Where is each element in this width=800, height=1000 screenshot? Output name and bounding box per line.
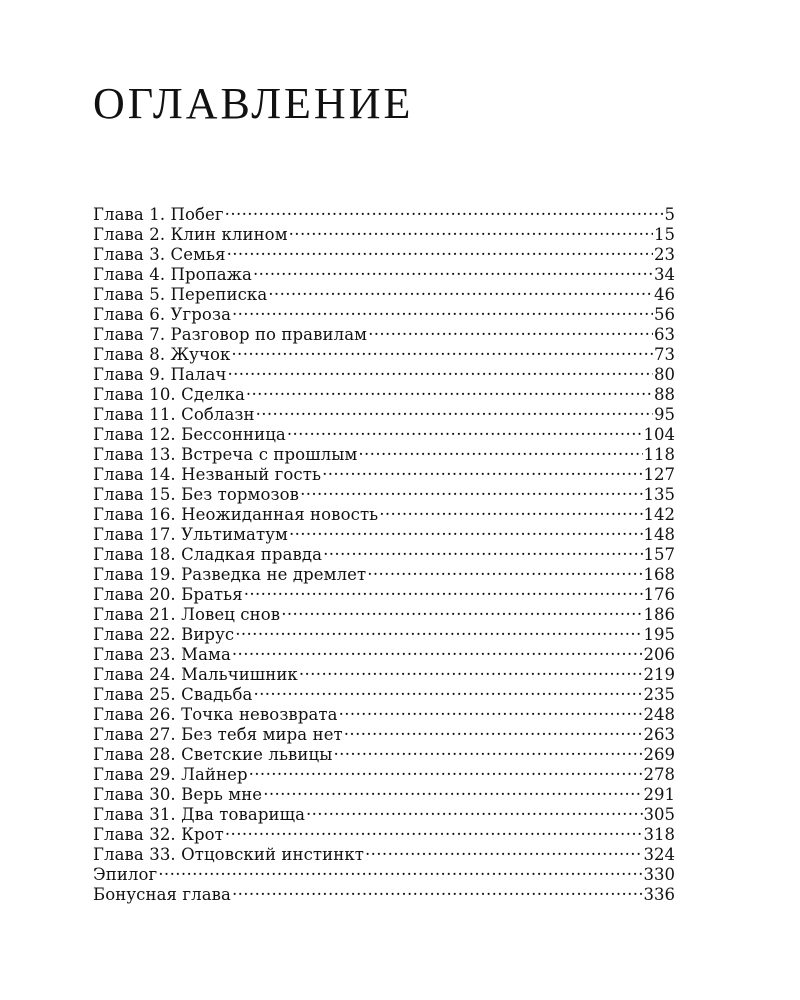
toc-leader-dots — [368, 320, 653, 340]
toc-leader-dots — [232, 880, 643, 900]
toc-entry-title: Глава 31. Два товарища — [93, 805, 306, 824]
toc-entry-title: Глава 16. Неожиданная новость — [93, 505, 379, 524]
toc-entry-title: Глава 11. Соблазн — [93, 405, 255, 424]
toc-leader-dots — [253, 680, 642, 700]
toc-entry-title: Глава 29. Лайнер — [93, 765, 248, 784]
toc-entry-page: 95 — [654, 405, 675, 424]
toc-entry-page: 63 — [654, 325, 675, 344]
toc-entry-page: 23 — [654, 245, 675, 264]
toc-entry-title: Глава 19. Разведка не дремлет — [93, 565, 367, 584]
toc-leader-dots — [256, 400, 653, 420]
toc-entry-page: 168 — [643, 565, 675, 584]
toc-entry-page: 219 — [643, 665, 675, 684]
toc-entry-page: 330 — [643, 865, 675, 884]
toc-entry-page: 248 — [643, 705, 675, 724]
toc-entry-page: 278 — [643, 765, 675, 784]
toc-entry-page: 186 — [643, 605, 675, 624]
table-of-contents — [93, 200, 675, 904]
toc-entry-page: 73 — [654, 345, 675, 364]
toc-entry-title: Глава 3. Семья — [93, 245, 226, 264]
toc-entry-title: Глава 4. Пропажа — [93, 265, 252, 284]
toc-leader-dots — [306, 800, 642, 820]
toc-entry-page: 118 — [643, 445, 675, 464]
toc-entry-page: 127 — [643, 465, 675, 484]
toc-leader-dots — [232, 300, 653, 320]
toc-entry-page: 263 — [643, 725, 675, 744]
toc-entry-title: Глава 26. Точка невозврата — [93, 705, 338, 724]
toc-leader-dots — [365, 840, 643, 860]
toc-entry-title: Глава 24. Мальчишник — [93, 665, 298, 684]
toc-leader-dots — [268, 280, 653, 300]
toc-entry-page: 15 — [654, 225, 675, 244]
toc-entry-title: Глава 8. Жучок — [93, 345, 231, 364]
toc-leader-dots — [225, 820, 643, 840]
toc-leader-dots — [227, 360, 653, 380]
toc-leader-dots — [235, 620, 642, 640]
toc-entry-page: 80 — [654, 365, 675, 384]
toc-entry-title: Глава 14. Незваный гость — [93, 465, 322, 484]
toc-entry-page: 142 — [643, 505, 675, 524]
toc-leader-dots — [322, 460, 642, 480]
toc-entry[interactable] — [93, 880, 675, 904]
toc-leader-dots — [225, 200, 664, 220]
toc-entry-page: 235 — [643, 685, 675, 704]
toc-entry-page: 269 — [643, 745, 675, 764]
toc-entry-title: Глава 15. Без тормозов — [93, 485, 300, 504]
toc-entry-title: Глава 33. Отцовский инстинкт — [93, 845, 364, 864]
toc-entry-page: 324 — [643, 845, 675, 864]
toc-leader-dots — [281, 600, 642, 620]
toc-entry-title: Глава 7. Разговор по правилам — [93, 325, 368, 344]
toc-entry-title: Глава 6. Угроза — [93, 305, 232, 324]
toc-leader-dots — [158, 860, 642, 880]
toc-entry-title: Глава 20. Братья — [93, 585, 243, 604]
page-title: ОГЛАВЛЕНИЕ — [93, 79, 414, 128]
toc-entry-title: Глава 22. Вирус — [93, 625, 235, 644]
toc-leader-dots — [289, 220, 653, 240]
toc-entry-page: 195 — [643, 625, 675, 644]
toc-entry-title: Глава 1. Побег — [93, 205, 224, 224]
toc-entry-page: 305 — [643, 805, 675, 824]
toc-entry-page: 336 — [643, 885, 675, 904]
toc-entry-title: Глава 32. Крот — [93, 825, 224, 844]
toc-leader-dots — [263, 780, 642, 800]
toc-entry-title: Глава 27. Без тебя мира нет — [93, 725, 343, 744]
toc-entry-page: 104 — [643, 425, 675, 444]
toc-entry-page: 46 — [654, 285, 675, 304]
toc-entry-page: 88 — [654, 385, 675, 404]
toc-leader-dots — [367, 560, 642, 580]
toc-entry-title: Глава 18. Сладкая правда — [93, 545, 323, 564]
toc-leader-dots — [358, 440, 642, 460]
toc-leader-dots — [333, 740, 642, 760]
toc-entry-title: Глава 23. Мама — [93, 645, 231, 664]
toc-leader-dots — [246, 380, 653, 400]
toc-entry-title: Эпилог — [93, 865, 158, 884]
toc-leader-dots — [244, 580, 643, 600]
toc-entry-page: 56 — [654, 305, 675, 324]
toc-leader-dots — [227, 240, 653, 260]
toc-entry-page: 135 — [643, 485, 675, 504]
toc-leader-dots — [344, 720, 643, 740]
toc-entry-page: 5 — [664, 205, 675, 224]
toc-leader-dots — [287, 420, 643, 440]
toc-entry-title: Бонусная глава — [93, 885, 231, 904]
toc-leader-dots — [339, 700, 643, 720]
toc-entry-page: 34 — [654, 265, 675, 284]
toc-entry-title: Глава 5. Переписка — [93, 285, 268, 304]
toc-entry-page: 318 — [643, 825, 675, 844]
toc-entry-page: 148 — [643, 525, 675, 544]
toc-entry-title: Глава 28. Светские львицы — [93, 745, 333, 764]
toc-entry-title: Глава 21. Ловец снов — [93, 605, 281, 624]
toc-leader-dots — [231, 340, 653, 360]
toc-leader-dots — [232, 640, 643, 660]
toc-entry-title: Глава 2. Клин клином — [93, 225, 288, 244]
toc-entry-title: Глава 25. Свадьба — [93, 685, 253, 704]
toc-leader-dots — [289, 520, 643, 540]
toc-entry-title: Глава 13. Встреча с прошлым — [93, 445, 358, 464]
toc-entry-page: 291 — [643, 785, 675, 804]
toc-leader-dots — [379, 500, 642, 520]
toc-leader-dots — [323, 540, 642, 560]
toc-leader-dots — [253, 260, 653, 280]
toc-leader-dots — [249, 760, 643, 780]
toc-leader-dots — [300, 480, 642, 500]
toc-entry-title: Глава 9. Палач — [93, 365, 227, 384]
toc-entry-title: Глава 30. Верь мне — [93, 785, 263, 804]
toc-entry-page: 176 — [643, 585, 675, 604]
toc-entry-page: 206 — [643, 645, 675, 664]
toc-entry-page: 157 — [643, 545, 675, 564]
toc-entry[interactable] — [93, 200, 675, 224]
toc-entry-title: Глава 10. Сделка — [93, 385, 245, 404]
toc-leader-dots — [299, 660, 643, 680]
toc-entry-title: Глава 17. Ультиматум — [93, 525, 288, 544]
toc-entry-title: Глава 12. Бессонница — [93, 425, 286, 444]
toc-entry[interactable] — [93, 860, 675, 884]
